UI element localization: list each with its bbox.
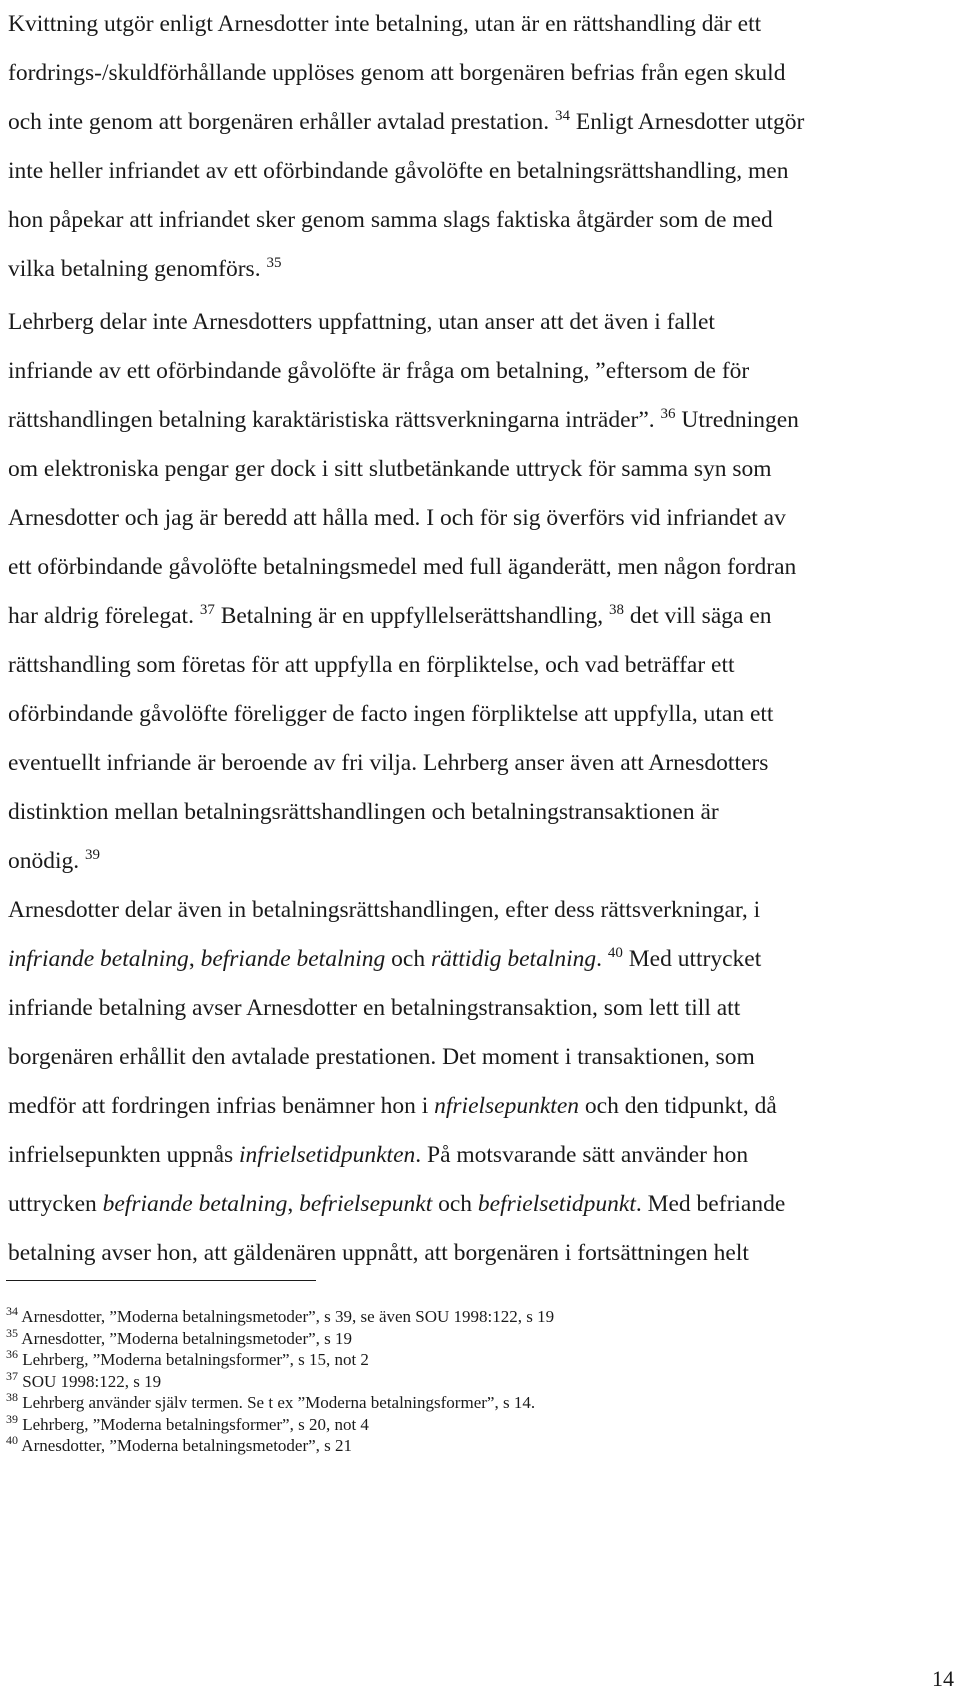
text-segment: och: [385, 946, 431, 972]
text-line: [8, 837, 883, 886]
text-segment: vilka betalning genomförs.: [8, 256, 267, 282]
text-segment: oförbindande gåvolöfte föreligger de facto ingen förpliktelse att uppfylla, utan ett: [8, 701, 774, 727]
text-line: [8, 1180, 883, 1229]
text-line: [8, 494, 883, 543]
footnote-separator: [6, 1280, 316, 1281]
footnote-number: 34: [6, 1304, 18, 1318]
text-segment: betalning avser hon, att gäldenären uppnått, att borgenären i fortsättningen helt: [8, 1240, 749, 1266]
footnote-number: 39: [6, 1411, 18, 1426]
italic-term: befriande betalning: [200, 946, 386, 972]
text-line: [8, 147, 883, 196]
text-segment: Lehrberg delar inte Arnesdotters uppfattning, utan anser att det även i fallet: [8, 309, 715, 335]
text-segment: rättshandlingen betalning karaktäristiska rättsverkningarna inträder”.: [8, 407, 661, 433]
text-segment: infriande betalning avser Arnesdotter en betalningstransaktion, som lett till att: [8, 995, 741, 1021]
footnote-text: Lehrberg använder själv termen. Se t ex ”Moderna betalningsformer”, s 14.: [18, 1393, 536, 1412]
paragraph-lehrberg: [8, 298, 883, 886]
text-line: [8, 690, 883, 739]
text-line: [8, 641, 883, 690]
text-segment: Enligt Arnesdotter utgör: [570, 109, 805, 135]
text-line: [8, 98, 883, 147]
text-line: [8, 886, 883, 935]
footnotes: [6, 1306, 906, 1457]
italic-term: rättidig betalning: [430, 946, 597, 972]
text-line: [8, 935, 883, 984]
text-segment: rättshandling som företas för att uppfylla en förpliktelse, och vad beträffar ett: [8, 652, 735, 678]
text-segment: ,: [287, 1191, 300, 1217]
text-segment: Arnesdotter och jag är beredd att hålla med. I och för sig överförs vid infriandet av: [8, 505, 786, 531]
page-number: 14: [932, 1666, 954, 1691]
text-segment: Med uttrycket: [622, 946, 762, 972]
footnote-item: [6, 1368, 906, 1393]
footnote-item: [6, 1306, 906, 1328]
text-line: [8, 396, 883, 445]
footnote-number: 36: [6, 1347, 18, 1361]
text-segment: ett oförbindande gåvolöfte betalningsmedel med full äganderätt, men någon fordran: [8, 554, 797, 580]
footnote-item: [6, 1435, 906, 1457]
text-line: [8, 245, 883, 294]
footnote-text: Lehrberg, ”Moderna betalningsformer”, s 20, not 4: [18, 1414, 369, 1434]
text-line: [8, 196, 883, 245]
paragraph-kvittning: [8, 0, 883, 294]
footnote-number: 37: [6, 1368, 18, 1383]
footnote-text: Arnesdotter, ”Moderna betalningsmetoder”, s 21: [18, 1436, 353, 1455]
text-line: [8, 1082, 883, 1131]
footnote-text: Arnesdotter, ”Moderna betalningsmetoder”, s 39, se även SOU 1998:122, s 19: [18, 1307, 555, 1326]
italic-term: infrielsetidpunkten: [239, 1142, 416, 1168]
text-line: [8, 49, 883, 98]
footnote-reference: 38: [609, 602, 625, 618]
text-segment: borgenären erhållit den avtalade prestationen. Det moment i transaktionen, som: [8, 1044, 755, 1070]
text-line: [8, 739, 883, 788]
italic-term: befrielsepunkt: [299, 1191, 433, 1217]
footnote-number: 40: [6, 1433, 18, 1447]
text-segment: infriande av ett oförbindande gåvolöfte är fråga om betalning, ”eftersom de för: [8, 358, 750, 384]
footnote-item: [6, 1392, 906, 1414]
text-segment: . På motsvarande sätt använder hon: [415, 1142, 749, 1168]
footnote-number: 35: [6, 1325, 18, 1340]
text-segment: har aldrig förelegat.: [8, 603, 200, 629]
footnote-item: [6, 1325, 906, 1350]
text-segment: Betalning är en uppfyllelserättshandling,: [214, 603, 610, 629]
text-segment: Kvittning utgör enligt Arnesdotter inte betalning, utan är en rättshandling där ett: [8, 11, 762, 37]
footnote-reference: 35: [266, 255, 282, 271]
footnote-reference: 34: [555, 108, 571, 124]
text-line: [8, 788, 883, 837]
footnote-text: Arnesdotter, ”Moderna betalningsmetoder”, s 19: [18, 1328, 353, 1348]
footnote-number: 38: [6, 1390, 18, 1404]
text-segment: infrielsepunkten uppnås: [8, 1142, 240, 1168]
text-segment: om elektroniska pengar ger dock i sitt slutbetänkande uttryck för samma syn som: [8, 456, 772, 482]
text-segment: ,: [188, 946, 201, 972]
footnote-reference: 36: [660, 406, 676, 422]
text-line: [8, 543, 883, 592]
text-segment: och: [432, 1191, 478, 1217]
footnote-item: [6, 1411, 906, 1436]
text-segment: onödig.: [8, 848, 86, 874]
text-line: [8, 984, 883, 1033]
footnote-item: [6, 1349, 906, 1371]
text-segment: och den tidpunkt, då: [579, 1093, 777, 1119]
text-line: [8, 1131, 883, 1180]
text-segment: medför att fordringen infrias benämner hon i: [8, 1093, 435, 1119]
text-segment: . Med befriande: [635, 1191, 786, 1217]
footnote-reference: 39: [85, 847, 101, 863]
paragraph-betalningsrattshandling: [8, 886, 883, 1278]
text-segment: Arnesdotter delar även in betalningsrättshandlingen, efter dess rättsverkningar, i: [8, 897, 761, 923]
text-segment: distinktion mellan betalningsrättshandlingen och betalningstransaktionen är: [8, 799, 719, 825]
text-segment: Utredningen: [675, 407, 799, 433]
footnote-text: Lehrberg, ”Moderna betalningsformer”, s 15, not 2: [18, 1350, 369, 1369]
footnote-reference: 40: [607, 945, 623, 961]
text-line: [8, 445, 883, 494]
footnote-reference: 37: [199, 602, 215, 618]
text-line: [8, 1033, 883, 1082]
text-segment: uttrycken: [8, 1191, 103, 1217]
text-segment: fordrings-/skuldförhållande upplöses genom att borgenären befrias från egen skuld: [8, 60, 786, 86]
italic-term: befriande betalning: [102, 1191, 288, 1217]
italic-term: infriande betalning: [8, 946, 189, 972]
text-segment: eventuellt infriande är beroende av fri vilja. Lehrberg anser även att Arnesdotters: [8, 750, 769, 776]
italic-term: befrielsetidpunkt: [477, 1191, 636, 1217]
text-line: [8, 1229, 883, 1278]
text-segment: det vill säga en: [624, 603, 772, 629]
text-line: [8, 592, 883, 641]
text-segment: och inte genom att borgenären erhåller avtalad prestation.: [8, 109, 556, 135]
text-line: [8, 347, 883, 396]
italic-term: nfrielsepunkten: [434, 1093, 580, 1119]
text-segment: inte heller infriandet av ett oförbindande gåvolöfte en betalningsrättshandling, men: [8, 158, 789, 184]
text-line: [8, 298, 883, 347]
text-line: [8, 0, 883, 49]
footnote-text: SOU 1998:122, s 19: [18, 1371, 162, 1391]
text-segment: hon påpekar att infriandet sker genom samma slags faktiska åtgärder som de med: [8, 207, 773, 233]
text-segment: .: [596, 946, 608, 972]
